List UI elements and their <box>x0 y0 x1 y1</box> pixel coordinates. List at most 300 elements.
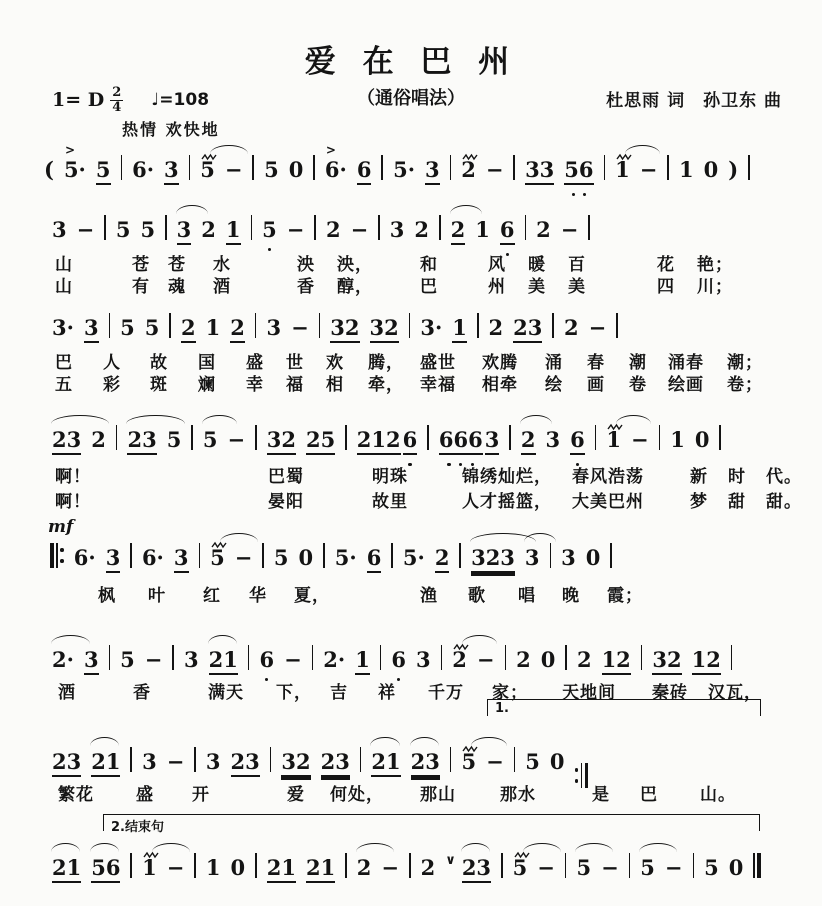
note-token <box>513 855 528 880</box>
note-text: 56 <box>91 855 120 883</box>
note-text: 2 <box>201 217 216 242</box>
note-text: 1 <box>205 855 221 880</box>
barline <box>262 543 264 568</box>
lyric-syllable: 盛世 <box>420 353 456 373</box>
note-token <box>589 315 607 340</box>
lyric-syllable: 斓 <box>198 375 216 395</box>
note-token <box>640 855 655 880</box>
note-text: 3 <box>416 647 431 672</box>
barline <box>130 747 132 772</box>
note-text: 2 <box>576 647 592 672</box>
note-token <box>231 855 246 880</box>
note-text: 2 <box>488 315 504 340</box>
note-token <box>486 749 504 774</box>
slur-tie-arc <box>90 737 119 746</box>
repeat-barline <box>575 763 589 788</box>
barline <box>409 853 411 878</box>
lyric-syllable: 四 <box>657 277 675 297</box>
note-token <box>321 749 350 777</box>
note-text: 6 <box>570 427 585 455</box>
volta-label: 1. <box>495 701 509 716</box>
barline <box>169 313 171 338</box>
lyric-syllable: 欢腾 <box>482 353 518 373</box>
note-text: − <box>284 647 302 672</box>
note-text: 21 <box>371 749 400 777</box>
lyric-syllable: 潮； <box>727 353 763 373</box>
note-text: − <box>639 157 658 182</box>
lyric-syllable: 晏阳 <box>268 492 304 512</box>
lyric-syllable: 明珠 <box>372 467 408 487</box>
lyric-syllable: 巴 <box>640 785 658 805</box>
repeat-barline <box>50 543 64 568</box>
note-text: 5 <box>115 217 131 242</box>
note-token <box>393 157 415 182</box>
note-token <box>421 855 436 880</box>
lyric-syllable: 卷； <box>727 375 763 395</box>
slur-tie-arc <box>639 843 677 852</box>
note-text: 5· <box>393 157 416 182</box>
note-token <box>120 647 135 672</box>
note-token <box>411 749 440 777</box>
barline <box>319 313 321 338</box>
accent-icon: > <box>325 143 336 157</box>
barline <box>116 425 118 450</box>
note-token <box>631 427 649 452</box>
barline <box>550 543 552 568</box>
note-text: 5 <box>512 855 528 880</box>
barline <box>391 543 393 568</box>
note-token <box>84 647 99 675</box>
lyric-syllable: 爱 <box>287 785 305 805</box>
lyric-syllable: 相牵 <box>482 375 518 395</box>
note-text: 3· <box>52 315 74 340</box>
octave-dot <box>259 678 274 681</box>
lyric-syllable: 绘 <box>545 375 563 395</box>
barline <box>441 645 443 670</box>
note-token <box>225 157 243 182</box>
note-text: 23 <box>231 749 260 777</box>
note-token <box>606 427 621 452</box>
barline <box>194 853 196 878</box>
note-text: 5· <box>334 545 357 570</box>
lyric-syllable: 泱， <box>337 255 373 275</box>
lyric-syllable: 有 <box>132 277 150 297</box>
lyric-syllable: 世 <box>286 353 304 373</box>
note-token <box>177 217 192 245</box>
note-token <box>335 545 357 570</box>
lyric-syllable: 香 <box>133 683 151 703</box>
note-text: 5· <box>63 157 86 182</box>
note-text: 2 <box>521 427 536 455</box>
lyric-syllable: 苍 <box>132 255 150 275</box>
note-token <box>164 157 179 185</box>
note-token <box>264 157 279 182</box>
barline <box>513 155 515 180</box>
barline <box>595 425 597 450</box>
note-token <box>500 217 515 245</box>
barline <box>194 747 196 772</box>
slur-tie-arc <box>461 843 490 852</box>
lyric-syllable: 千万 <box>428 683 464 703</box>
barline <box>248 645 250 670</box>
barline <box>270 747 272 772</box>
note-token <box>577 647 592 672</box>
note-token <box>586 545 601 570</box>
score-line <box>44 143 760 185</box>
note-token <box>299 545 314 570</box>
lyric-syllable: 香 <box>297 277 315 297</box>
lyric-syllable: 相 <box>326 375 344 395</box>
lyric-syllable: 国 <box>198 353 216 373</box>
lyric-syllable: 和 <box>420 255 438 275</box>
note-token <box>140 217 155 242</box>
note-token <box>570 427 585 455</box>
slur-tie-arc <box>51 415 109 424</box>
note-text: 0 <box>288 157 304 182</box>
barline <box>501 853 503 878</box>
note-text: 1 <box>606 427 622 452</box>
note-text: 0 <box>540 647 556 672</box>
note-text: 2 <box>230 315 245 343</box>
lyric-syllable: 幸 <box>246 375 264 395</box>
slur-tie-arc <box>356 843 394 852</box>
note-token <box>91 855 120 883</box>
tempo-marking: ♩=108 <box>151 90 210 111</box>
barline <box>552 313 554 338</box>
barline <box>323 543 325 568</box>
note-token <box>576 855 591 880</box>
note-text: 6 <box>391 647 407 672</box>
note-token <box>323 647 345 672</box>
note-token <box>284 647 302 672</box>
lyric-syllable: 五 <box>55 375 73 395</box>
volta-bracket <box>103 814 760 835</box>
note-token <box>226 217 241 245</box>
lyric-syllable: 画 <box>587 375 605 395</box>
note-token <box>452 315 467 343</box>
slur-tie-arc <box>370 737 399 746</box>
note-text: 6· <box>73 545 96 570</box>
note-text: 666 <box>439 427 483 455</box>
barline <box>130 543 132 568</box>
slur-tie-arc <box>202 415 237 424</box>
lyric-syllable: 大美巴州 <box>572 492 644 512</box>
note-token <box>201 217 216 242</box>
lyric-syllable: 酒 <box>58 683 76 703</box>
note-text: − <box>224 157 243 182</box>
lyric-syllable: 天地间 <box>562 683 616 703</box>
note-text: 1 <box>142 855 157 880</box>
note-token <box>167 427 182 452</box>
note-text: − <box>227 427 246 452</box>
note-token <box>355 647 370 675</box>
score-line <box>52 425 731 455</box>
note-text: 0 <box>549 749 565 774</box>
note-text: − <box>291 315 309 340</box>
note-text: 32 <box>652 647 681 675</box>
lyric-syllable: 啊！ <box>55 492 91 512</box>
lyric-syllable: 叶 <box>148 586 166 606</box>
slur-tie-arc <box>51 635 90 644</box>
note-text: 5 <box>120 315 135 340</box>
note-text: 2 <box>181 315 196 343</box>
note-text: 3 <box>524 545 540 570</box>
note-text: 2· <box>323 647 346 672</box>
note-text: 12 <box>602 647 631 675</box>
note-text: 5 <box>202 427 218 452</box>
note-token <box>267 855 296 883</box>
lyric-syllable: 那山 <box>420 785 456 805</box>
note-token <box>451 217 466 245</box>
barline <box>409 313 411 338</box>
note-token <box>351 217 369 242</box>
score-line <box>52 313 628 343</box>
note-text: 5 <box>166 427 182 452</box>
note-text: 5 <box>210 545 225 570</box>
barline <box>345 853 347 878</box>
key-label: 1= D <box>52 89 105 112</box>
score-line <box>48 517 622 573</box>
slur-tie-arc <box>210 145 248 154</box>
lyric-syllable: 祥 <box>378 683 396 703</box>
lyric-syllable: 福 <box>286 375 304 395</box>
note-text: 5· <box>402 545 425 570</box>
barline <box>255 313 257 338</box>
barline <box>514 747 516 772</box>
note-token <box>541 647 556 672</box>
barline <box>360 747 362 772</box>
note-text: − <box>588 315 607 340</box>
barline <box>381 155 383 180</box>
lyric-syllable: 锦绣灿烂， <box>462 467 552 487</box>
note-text: 3 <box>84 315 99 343</box>
note-token <box>281 749 310 777</box>
note-text: 5 <box>96 157 111 185</box>
barline <box>313 155 315 180</box>
lyric-syllable: 华 <box>249 586 267 606</box>
note-text: − <box>166 855 185 880</box>
note-token <box>145 315 160 340</box>
barline <box>199 543 201 568</box>
lyric-syllable: 幸福 <box>420 375 456 395</box>
octave-dot <box>262 248 277 251</box>
note-text: 0 <box>230 855 246 880</box>
barline <box>439 215 441 240</box>
note-token <box>142 545 164 570</box>
final-barline <box>753 853 761 878</box>
lyric-syllable: 盛 <box>136 785 154 805</box>
note-text: ( <box>44 157 54 182</box>
note-text: 5 <box>461 749 477 774</box>
note-text: 1 <box>475 217 490 242</box>
barline <box>659 425 661 450</box>
note-token <box>52 647 74 672</box>
lyric-syllable: 涌春 <box>668 353 704 373</box>
barline <box>121 155 123 180</box>
lyric-syllable: 彩 <box>103 375 121 395</box>
note-text: 5 <box>262 217 277 242</box>
note-token <box>546 427 561 452</box>
lyric-syllable: 艳； <box>697 255 733 275</box>
note-token <box>521 427 536 455</box>
breath-mark-icon <box>445 853 456 868</box>
note-token <box>602 647 631 675</box>
note-token <box>485 427 500 455</box>
note-token <box>306 855 335 883</box>
note-text: 6· <box>324 157 347 182</box>
note-text: − <box>560 217 579 242</box>
lyric-syllable: 汉瓦， <box>708 683 762 703</box>
note-text: 3 <box>205 749 221 774</box>
note-token <box>203 427 218 452</box>
lyric-syllable: 枫 <box>98 586 116 606</box>
barline <box>505 645 507 670</box>
mordent-icon <box>462 143 480 164</box>
barline <box>380 645 382 670</box>
note-token <box>486 157 504 182</box>
note-token <box>615 157 630 182</box>
note-token <box>561 217 579 242</box>
note-text: 3 <box>106 545 121 573</box>
note-token <box>287 217 305 242</box>
note-text: 3 <box>84 647 99 675</box>
note-text: 3· <box>420 315 443 340</box>
lyric-syllable: 山 <box>55 277 73 297</box>
lyric-syllable: 美 <box>568 277 586 297</box>
note-text: 3 <box>164 157 179 185</box>
lyric-syllable: 秦砖 <box>652 683 688 703</box>
barline <box>719 425 721 450</box>
note-token <box>357 855 372 880</box>
slur-tie-arc <box>520 415 552 424</box>
note-text: 6 <box>403 427 418 455</box>
note-token <box>52 855 81 883</box>
note-text: 1 <box>355 647 370 675</box>
note-token <box>262 217 277 242</box>
note-token <box>324 143 347 182</box>
lyric-syllable: 人才摇篮， <box>462 492 552 512</box>
barline <box>748 155 750 180</box>
note-text: 3 <box>266 315 282 340</box>
slur-tie-arc <box>220 533 258 542</box>
note-text: 32 <box>281 749 310 777</box>
note-token <box>289 157 304 182</box>
note-token <box>174 545 189 573</box>
lyric-syllable: 晚 <box>562 586 580 606</box>
note-text: 5 <box>576 855 592 880</box>
note-text: 5 <box>640 855 655 880</box>
note-token <box>550 749 565 774</box>
time-signature-numerator: 2 <box>112 85 122 100</box>
barline <box>667 155 669 180</box>
note-text: − <box>350 217 369 242</box>
note-token <box>231 749 260 777</box>
lyric-syllable: 何处， <box>330 785 384 805</box>
note-text: 32 <box>330 315 359 343</box>
note-token <box>489 315 504 340</box>
note-text: 2 <box>516 647 531 672</box>
barline <box>251 215 253 240</box>
barline <box>314 215 316 240</box>
note-text: 3 <box>52 217 67 242</box>
note-token <box>665 855 683 880</box>
dynamic-marking: mf <box>48 517 74 537</box>
lyric-syllable: 暖 <box>528 255 546 275</box>
note-token <box>403 427 418 455</box>
note-token <box>435 545 450 573</box>
lyric-syllable: 花 <box>657 255 675 275</box>
lyric-syllable: 春 <box>587 353 605 373</box>
slur-tie-arc <box>51 843 80 852</box>
lyric-syllable: 巴蜀 <box>268 467 304 487</box>
note-text: 6 <box>500 217 515 245</box>
note-token <box>330 315 359 343</box>
barline <box>588 215 590 240</box>
expression-marking: 热情 欢快地 <box>122 120 220 139</box>
lyric-syllable: 巴 <box>420 277 438 297</box>
note-text: 6 <box>259 647 275 672</box>
parenthesis <box>44 157 54 182</box>
barline <box>378 215 380 240</box>
note-text: 3 <box>425 157 440 185</box>
note-token <box>209 647 238 675</box>
octave-dot <box>564 193 593 196</box>
note-text: − <box>664 855 683 880</box>
note-token <box>462 855 491 883</box>
lyric-syllable: 川； <box>697 277 733 297</box>
note-text: 33 <box>525 157 554 185</box>
lyric-syllable: 吉 <box>330 683 348 703</box>
note-text: 5 <box>525 749 540 774</box>
barline <box>477 313 479 338</box>
note-text: 3 <box>545 427 561 452</box>
note-token <box>291 315 309 340</box>
note-token <box>74 545 96 570</box>
note-text: 21 <box>209 647 238 675</box>
note-text: 5 <box>200 157 215 182</box>
note-token <box>96 157 111 185</box>
lyric-syllable: 腾， <box>368 353 404 373</box>
note-token <box>116 217 131 242</box>
score-line <box>52 853 771 883</box>
barline <box>731 645 733 670</box>
lyric-syllable: 潮 <box>629 353 647 373</box>
note-token <box>425 157 440 185</box>
note-text: 6· <box>132 157 155 182</box>
note-token <box>477 647 495 672</box>
note-text: 5 <box>273 545 289 570</box>
note-text: 0 <box>703 157 719 182</box>
note-text: − <box>476 647 495 672</box>
time-signature-denominator: 4 <box>112 99 122 115</box>
lyric-syllable: 山 <box>55 255 73 275</box>
note-text: 6 <box>367 545 382 573</box>
lyric-syllable: 酒 <box>213 277 231 297</box>
lyric-syllable: 苍 <box>168 255 186 275</box>
note-token <box>525 157 554 185</box>
parenthesis <box>728 157 738 182</box>
note-text: 3 <box>177 217 192 245</box>
score-line <box>52 215 600 245</box>
note-token <box>230 315 245 343</box>
lyric-syllable: 渔 <box>420 586 438 606</box>
note-token <box>564 157 593 185</box>
note-text: 2 <box>435 545 450 573</box>
note-token <box>167 749 185 774</box>
note-text: − <box>76 217 95 242</box>
note-token <box>326 217 341 242</box>
slur-tie-arc <box>208 635 237 644</box>
